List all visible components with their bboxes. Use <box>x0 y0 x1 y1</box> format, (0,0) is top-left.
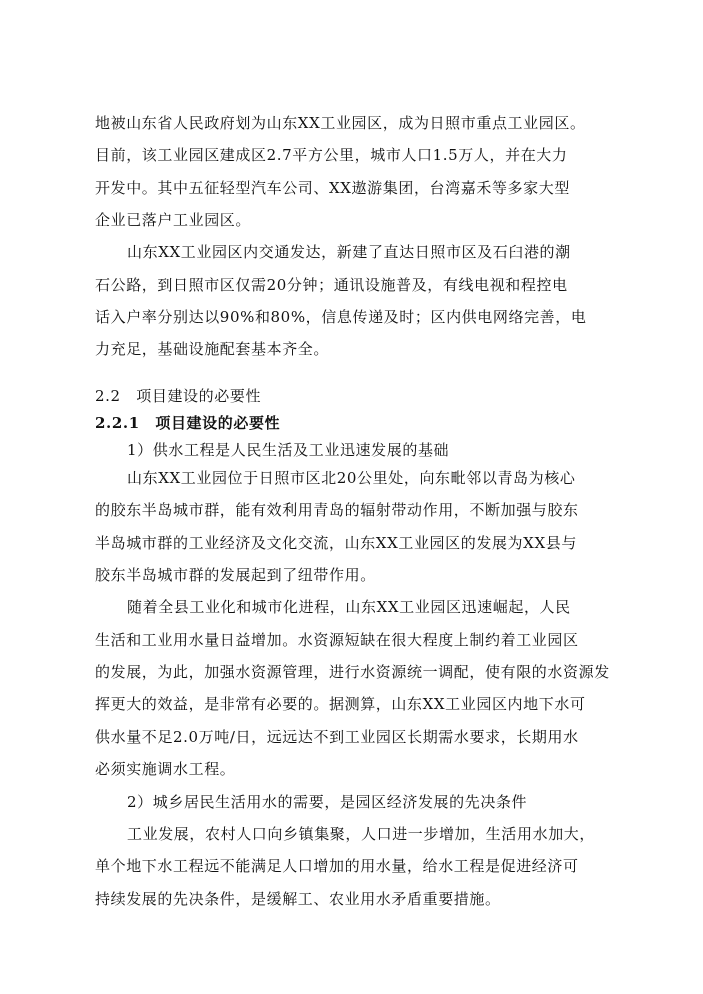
paragraph-line: 开发中。其中五征轻型汽车公司、XX遨游集团，台湾嘉禾等多家大型 <box>95 179 570 197</box>
paragraph-first-line: 山东XX工业园位于日照市区北20公里处，向东毗邻以青岛为核心 <box>127 469 576 487</box>
section-heading: 2.2 项目建设的必要性 <box>95 387 262 405</box>
paragraph-line: 力充足，基础设施配套基本齐全。 <box>95 340 330 358</box>
paragraph-line: 必须实施调水工程。 <box>95 760 236 778</box>
paragraph-line: 持续发展的先决条件，是缓解工、农业用水矛盾重要措施。 <box>95 890 501 908</box>
subsection-heading: 2.2.1 项目建设的必要性 <box>95 414 281 432</box>
paragraph-line: 企业已落户工业园区。 <box>95 211 252 229</box>
paragraph-line: 的胶东半岛城市群，能有效利用青岛的辐射带动作用，不断加强与胶东 <box>95 501 579 519</box>
item-heading: 2）城乡居民生活用水的需要，是园区经济发展的先决条件 <box>127 793 528 811</box>
paragraph-first-line: 山东XX工业园区内交通发达，新建了直达日照市区及石臼港的潮 <box>127 243 571 261</box>
paragraph-line: 地被山东省人民政府划为山东XX工业园区，成为日照市重点工业园区。 <box>95 114 586 132</box>
paragraph-line: 生活和工业用水量日益增加。水资源短缺在很大程度上制约着工业园区 <box>95 631 579 649</box>
paragraph-line: 的发展，为此，加强水资源管理，进行水资源统一调配，使有限的水资源发 <box>95 663 610 681</box>
paragraph-line: 挥更大的效益，是非常有必要的。据测算，山东XX工业园区内地下水可 <box>95 695 586 713</box>
paragraph-line: 供水量不足2.0万吨/日，远远达不到工业园区长期需水要求，长期用水 <box>95 728 579 746</box>
paragraph-line: 话入户率分别达以90%和80%，信息传递及时；区内供电网络完善，电 <box>95 308 587 326</box>
item-heading: 1）供水工程是人民生活及工业迅速发展的基础 <box>127 441 450 459</box>
paragraph-first-line: 工业发展，农村人口向乡镇集聚，人口进一步增加，生活用水加大， <box>127 825 596 843</box>
paragraph-line: 目前，该工业园区建成区2.7平方公里，城市人口1.5万人，并在大力 <box>95 146 568 164</box>
paragraph-line: 石公路，到日照市区仅需20分钟；通讯设施普及，有线电视和程控电 <box>95 276 568 294</box>
paragraph-line: 单个地下水工程远不能满足人口增加的用水量，给水工程是促进经济可 <box>95 857 579 875</box>
paragraph-line: 半岛城市群的工业经济及文化交流，山东XX工业园区的发展为XX县与 <box>95 534 577 552</box>
paragraph-first-line: 随着全县工业化和城市化进程，山东XX工业园区迅速崛起，人民 <box>127 598 571 616</box>
paragraph-line: 胶东半岛城市群的发展起到了纽带作用。 <box>95 566 376 584</box>
